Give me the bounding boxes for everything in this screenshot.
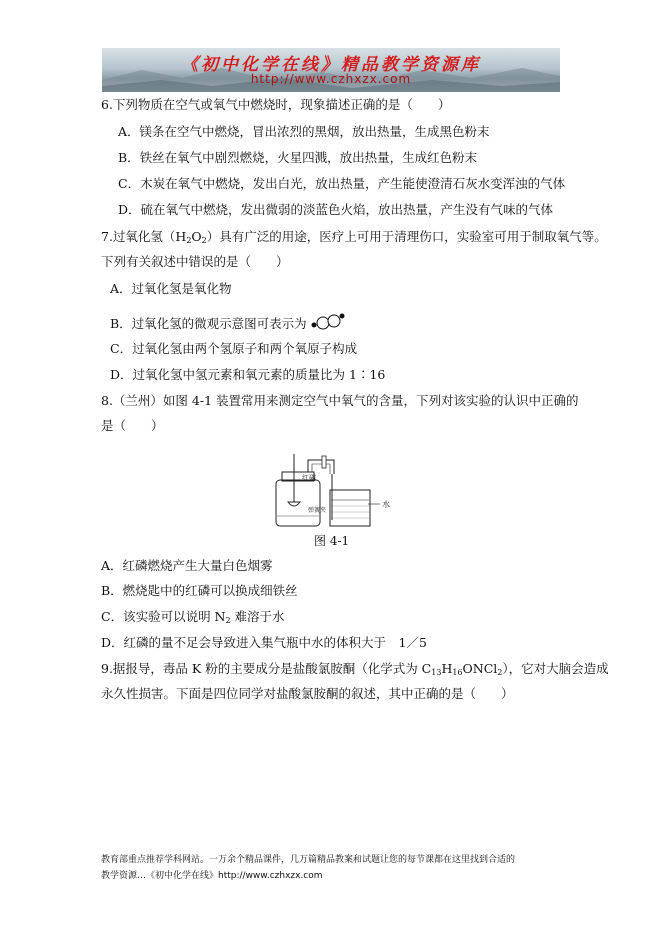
figure-caption: 图 4-1 [314,534,350,548]
q6-option-b: B．铁丝在氧气中剧烈燃烧，火星四溅，放出热量，生成红色粉末 [118,150,478,165]
q6-option-c: C．木炭在氧气中燃烧，发出白光，放出热量，产生能使澄清石灰水变浑浊的气体 [118,176,566,191]
hydrogen-peroxide-molecule-icon [311,313,345,331]
q7-stem: 7.过氧化氢$(H_2O_2)$具有广泛的用途，医疗上可用于清理伤口，实验室可用于制取氧气等。 [101,229,607,245]
figure-label-clip: 弹簧夹 [308,507,327,514]
oxygen-measurement-apparatus [268,450,408,530]
q7-option-a: A．过氧化氢是氧化物 [110,281,232,296]
q8-stem: 8.（兰州）如图 4-1 装置常用来测定空气中氧气的含量，下列对该实验的认识中正确的 [101,393,579,408]
banner-title: 《初中化学在线》精品教学资源库 [181,55,481,75]
q7-stem-line2: 下列有关叙述中错误的是（ ） [101,254,289,269]
q8-option-c: C．该实验可以说明 $N_2$ 难溶于水 [101,609,285,625]
page-footer [101,852,581,884]
header-banner [102,48,560,92]
q7-option-b: B．过氧化氢的微观示意图可表示为 [110,313,345,332]
q8-option-b: B．燃烧匙中的红磷可以换成细铁丝 [101,583,298,598]
q6-option-d: D．硫在氧气中燃烧，发出微弱的淡蓝色火焰，放出热量，产生没有气味的气体 [118,202,554,217]
q9-stem-line2: 永久性损害。下面是四位同学对盐酸氯胺酮的叙述，其中正确的是（ ） [101,686,514,701]
q8-option-a: A．红磷燃烧产生大量白色烟雾 [101,558,273,573]
q9-stem: 9.据报导，毒品 K 粉的主要成分是盐酸氯胺酮（化学式为 $C_{13}H_{16}ONCl_2$），它对大脑会造成 [101,661,609,677]
footer-line-1: 教育部重点推荐学科网站。一万余个精品课件，几万篇精品教案和试题让您的每节课都在这里找到合适的 [101,855,516,865]
figure-label-water: 水 [382,500,390,509]
figure-label-red-phosphorus: 红磷 [302,474,316,482]
q8-stem-line2: 是（ ） [101,418,164,433]
banner-url[interactable]: http://www.czhxzx.com [250,72,412,86]
q8-option-d: D．红磷的量不足会导致进入集气瓶中水的体积大于 1／5 [101,635,427,650]
q6-stem: 6.下列物质在空气或氧气中燃烧时，现象描述正确的是（ ） [101,97,451,112]
q7-option-c: C．过氧化氢由两个氢原子和两个氧原子构成 [110,341,358,356]
q6-option-a: A．镁条在空气中燃烧，冒出浓烈的黑烟，放出热量，生成黑色粉末 [118,124,490,139]
footer-line-2[interactable]: 教学资源…《初中化学在线》http://www.czhxzx.com [101,871,323,881]
q7-option-d: D．过氧化氢中氢元素和氧元素的质量比为 1∶16 [110,367,386,382]
